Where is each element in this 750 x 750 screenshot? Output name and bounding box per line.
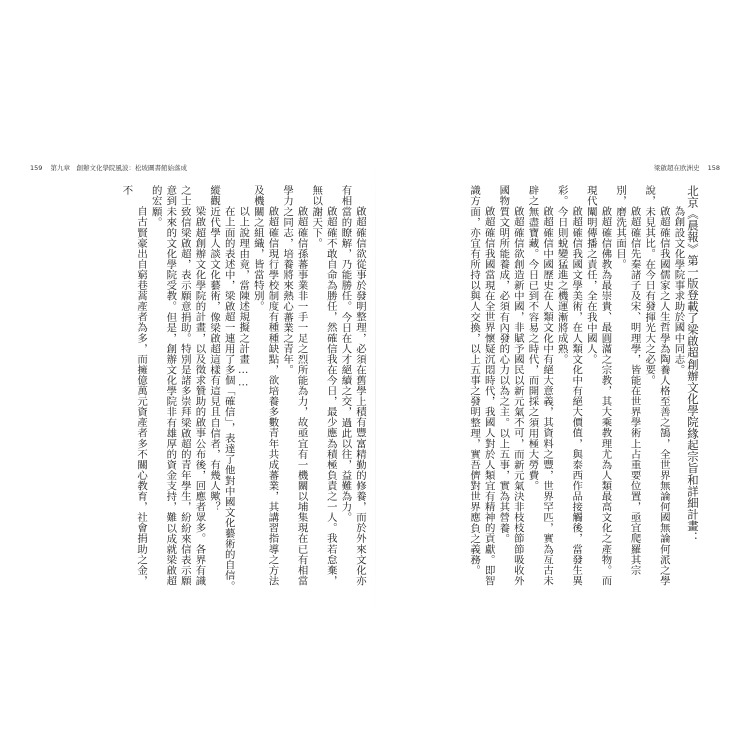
quote-paragraph: 啟超確信中國歷史在人類文化中有絕大意義，其資料之豐，世界罕匹，實為亙古未辟之無盡寶藏。今日已到不容易之時代，而開採之須用極大勞費。 (526, 185, 554, 586)
quote-paragraph: 啟超確信我國文學美術，在人類文化中有絕大價值，與泰西作品接觸後，當發生異彩。今日則蛻變猛進之機運漸將成熟。 (555, 185, 583, 586)
body-paragraph: 自古賢豪出自窮巷蒿產者為多，而擁億萬元資產者多不關心教育，社會捐助之金，不 (120, 185, 148, 586)
right-page-number: 158 (707, 164, 720, 172)
quote-paragraph: 啟超確不敢自命為勝任，然確信我在今日，最少應為積極負責之一人。我若怠棄，無以謝天下。 (310, 185, 337, 586)
quote-paragraph: 啟超確信現行學校制度有種種缺點，欲培養多數青年共成蕃業，其講習指導之方法及機關之組織，皆當特別。 (251, 185, 279, 586)
right-running-title: 梁啟超在欧洲史 (654, 164, 700, 172)
quote-paragraph: 啟超確信我國當現在全世界懷疑沉悶時代，我國人對於人類宜有精神的貢獻。即智識方面，亦宜有所持以與人交換，以上五事之發明整理，實吾儕對世界應負之義務。 (468, 185, 495, 586)
quote-paragraph: 啟超確信欲創造新中國，非賦予國民以新元氣不可，而新元氣決非枝枝節節吸收外國物質文明所能養成，必須有內發的心力以為之主。以上五事，實為其營養。 (497, 185, 524, 586)
quote-paragraph: 啟超確信佛教為最崇貴、最圓滿之宗教，其大乘教理尤為人類最高文化之產物。而現代闡明傳播之責任，全在我中國人。 (584, 185, 612, 586)
quote-closing: 以上說理由竟，當陳述規擬之計畫…… (237, 205, 250, 389)
quote-paragraph: 啟超確信我國儒家之人生哲學為陶養人格至善之鵠，全世界無論何國無論何派之學說，未見其比。在今日有發揮光大之必要。 (643, 185, 670, 586)
left-running-title: 第九章 創辦文化學院風波：松坡圖書館始落成 (50, 164, 187, 172)
quote-paragraph: 啟超確信欲從事於發明整理，必須在舊學上積有豐富精勤的修養，而於外來文化亦有相當的瞭解，乃能勝任。今日在人才絕續之交，過此以往，益難為力。 (339, 185, 366, 586)
left-page-header (30, 163, 187, 172)
body-paragraph: 梁啟超創辦文化學院的計畫，以及徵求贊助的啟事公布後，回應者眾多。各界有識之士致信梁啟超，表示願意捐助。特別是諸多崇拜梁啟超的青年學生，紛紛來信表示願意到未來的文化學院受教。但是，創辦文化學院非有雄厚的資金支持，難以成就梁啟超的宏願。 (149, 185, 206, 586)
right-page-header (654, 163, 720, 172)
body-paragraph: 在上面的表述中，梁啟超一連用了多個「確信」，表達了他對中國文化藝術的自信。縱觀近代學人談文化藝術，像梁啟超這樣有這見且自信者，有幾人歟？ (208, 185, 235, 591)
quote-heading: 為創設文化學院事求助於國中同志。 (672, 205, 685, 375)
quote-paragraph: 啟超確信先秦諸子及宋、明理學，皆能在世界學術上占重要位置，亟宜爬羅其宗別，磨洗其面目。 (614, 185, 641, 576)
left-page-number: 159 (30, 164, 43, 172)
quote-paragraph: 啟超確信孫蕃事業非一手一足之烈所能為力，故亟宜有一機關以埔集現在已有相當學力之同志，培養將來熱心蕃業之青年。 (281, 185, 308, 586)
book-gutter (375, 156, 376, 616)
intro-paragraph: 北京《晨報》第一版登載了梁啟超創辦文化學院緣起宗旨和詳細計畫： (686, 185, 700, 544)
left-page-body (42, 185, 367, 595)
right-page-body (383, 185, 700, 595)
